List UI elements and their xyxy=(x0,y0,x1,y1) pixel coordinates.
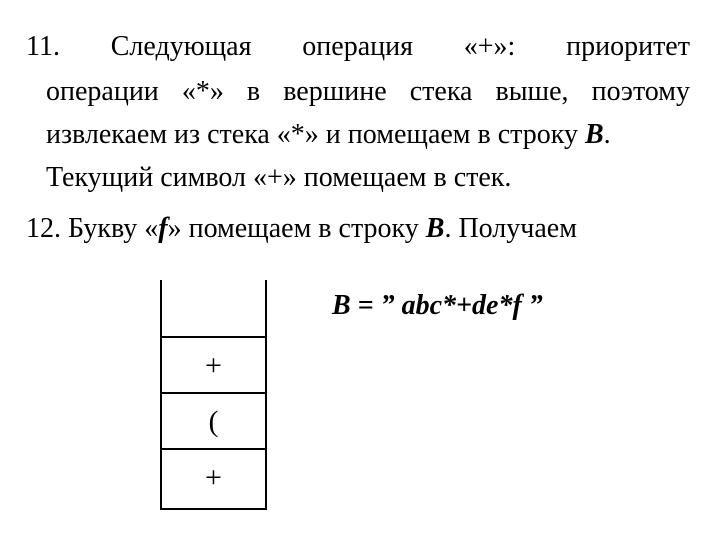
item-11-line-2: операции «*» в вершине стека выше, поэтому xyxy=(46,76,690,107)
item-11-line-3: извлекаем из стека «*» и помещаем в строку B. xyxy=(46,119,611,150)
variable-f: f xyxy=(158,213,168,244)
variable-b: B xyxy=(425,213,445,244)
item-11-word: операция xyxy=(302,31,413,62)
item-11-word: приоритет xyxy=(566,31,690,62)
variable-b: B xyxy=(584,119,604,150)
item-11-line-1 xyxy=(26,30,690,64)
result-formula: B = ” abc*+de*f ” xyxy=(332,290,543,321)
item-11-line-4: Текущий символ «+» помещаем в стек. xyxy=(46,162,512,193)
stack-cell: ( xyxy=(162,392,265,450)
item-11-word: «+»: xyxy=(463,31,516,62)
item-12-number: 12. xyxy=(26,213,61,244)
item-11-word: Следующая xyxy=(110,31,252,62)
item-12-line: 12. Букву «f» помещаем в строку B. Получаем xyxy=(26,213,577,244)
stack-cell: + xyxy=(162,336,265,394)
stack-diagram xyxy=(160,280,267,510)
item-11-number: 11. xyxy=(26,31,60,62)
stack-cell: + xyxy=(162,448,265,506)
